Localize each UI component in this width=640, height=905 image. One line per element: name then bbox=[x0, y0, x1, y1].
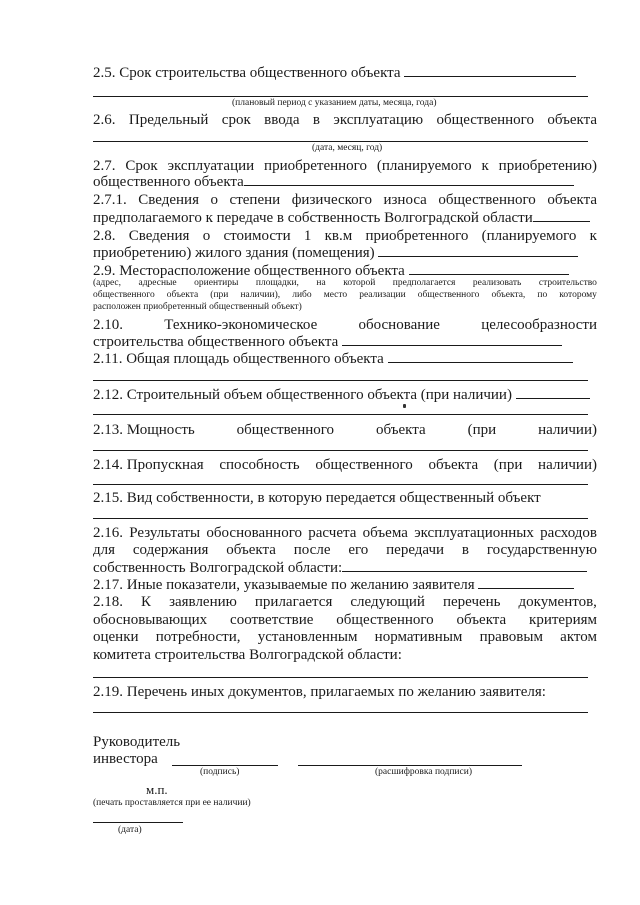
word: обоснование bbox=[358, 317, 440, 333]
word: в bbox=[312, 112, 321, 128]
word: износа bbox=[383, 192, 427, 208]
word: обоснованного bbox=[206, 525, 302, 541]
word: которому bbox=[559, 290, 597, 300]
item-2-18-line-4: комитета строительства Волгоградской области: bbox=[93, 647, 402, 663]
word: объекта bbox=[456, 612, 507, 628]
word: срок bbox=[221, 112, 251, 128]
word: К bbox=[141, 594, 152, 610]
word: обосновывающих bbox=[93, 612, 208, 628]
item-2-12-label: 2.12. Строительный объем общественного объекта (при наличии) bbox=[93, 387, 512, 403]
item-2-10-line-2 bbox=[93, 333, 562, 351]
word: объекта bbox=[428, 457, 479, 473]
word: передачи bbox=[386, 542, 445, 558]
word: объема bbox=[362, 525, 408, 541]
item-2-12-blank-line-2 bbox=[93, 414, 588, 415]
word: объекта bbox=[166, 290, 199, 300]
stamp-hint: (печать проставляется при ее наличии) bbox=[93, 798, 251, 808]
word: общественного bbox=[315, 457, 413, 473]
word: стоимости bbox=[223, 228, 291, 244]
item-2-5 bbox=[93, 64, 576, 82]
word: (планируемого bbox=[481, 228, 577, 244]
word: адресные bbox=[138, 278, 177, 288]
word: ввода bbox=[264, 112, 300, 128]
word: Срок bbox=[125, 158, 158, 174]
signature-hint: (подпись) bbox=[200, 767, 240, 777]
word: эксплуатационных bbox=[414, 525, 534, 541]
word: потребности, bbox=[155, 629, 241, 645]
word: 2.16. bbox=[93, 525, 123, 541]
word: предполагается bbox=[392, 278, 456, 288]
word: Сведения bbox=[128, 228, 190, 244]
word: (при bbox=[210, 290, 229, 300]
word: Технико-экономическое bbox=[164, 317, 318, 333]
word: которой bbox=[343, 278, 376, 288]
word: (адрес, bbox=[93, 278, 122, 288]
signatory-title-line-1: Руководитель bbox=[93, 734, 181, 750]
word: расчета bbox=[308, 525, 357, 541]
word: Результаты bbox=[129, 525, 201, 541]
item-2-16-blank bbox=[342, 571, 587, 572]
word: объекта, bbox=[491, 290, 526, 300]
word: 2.10. bbox=[93, 317, 123, 333]
item-2-7-1-line-2 bbox=[93, 209, 590, 227]
word: общественного bbox=[236, 422, 335, 438]
item-2-9-blank bbox=[409, 274, 569, 275]
item-2-9-label: 2.9. Месторасположение общественного объекта bbox=[93, 263, 405, 279]
word: общественного bbox=[438, 192, 536, 208]
word: установленным bbox=[257, 629, 358, 645]
item-2-12-blank bbox=[516, 398, 590, 399]
item-2-10-line-2-text: строительства общественного объекта bbox=[93, 334, 339, 350]
item-2-5-label: 2.5. Срок строительства общественного объекта bbox=[93, 65, 401, 81]
word: Сведения bbox=[138, 192, 199, 208]
word: площадки, bbox=[255, 278, 299, 288]
item-2-16-line-2 bbox=[93, 541, 597, 559]
word: 2.14. Пропускная bbox=[93, 457, 204, 473]
item-2-9-hint-line-2 bbox=[93, 290, 597, 301]
item-2-11-label: 2.11. Общая площадь общественного объекта bbox=[93, 351, 384, 367]
word: (при bbox=[467, 422, 497, 438]
item-2-10-blank bbox=[342, 345, 562, 346]
item-2-15-blank bbox=[93, 518, 588, 519]
word: строительство bbox=[538, 278, 597, 288]
word: приобретению) bbox=[498, 158, 597, 174]
word: объекта bbox=[547, 112, 597, 128]
word: оценки bbox=[93, 629, 139, 645]
item-2-18-line-3 bbox=[93, 628, 597, 646]
item-2-6-hint: (дата, месяц, год) bbox=[312, 143, 383, 153]
date-hint: (дата) bbox=[118, 825, 142, 835]
item-2-5-blank bbox=[404, 76, 576, 77]
word: к bbox=[481, 158, 489, 174]
word: место bbox=[323, 290, 348, 300]
word: (при bbox=[493, 457, 523, 473]
word: документов, bbox=[518, 594, 597, 610]
word: объекта bbox=[547, 192, 597, 208]
word: способность bbox=[219, 457, 300, 473]
item-2-7-1 bbox=[93, 191, 597, 209]
item-2-18-line-2 bbox=[93, 611, 597, 629]
item-2-13 bbox=[93, 421, 597, 439]
word: после bbox=[293, 542, 331, 558]
word: приобретенного bbox=[365, 228, 469, 244]
item-2-7-line-2 bbox=[93, 173, 574, 191]
word: 1 bbox=[303, 228, 312, 244]
word: ориентиры bbox=[194, 278, 239, 288]
signature-line bbox=[172, 765, 278, 766]
word: правовым bbox=[479, 629, 543, 645]
word: физического bbox=[291, 192, 372, 208]
word: заявлению bbox=[169, 594, 237, 610]
item-2-5-hint: (плановый период с указанием даты, месяца, года) bbox=[232, 98, 437, 108]
item-2-18-blank bbox=[93, 677, 588, 678]
word: наличии), bbox=[240, 290, 281, 300]
word: объекта bbox=[375, 422, 426, 438]
word: общественного bbox=[93, 290, 155, 300]
word: наличии) bbox=[538, 422, 597, 438]
item-2-14-blank bbox=[93, 484, 588, 485]
word: 2.8. bbox=[93, 228, 116, 244]
word: эксплуатации bbox=[167, 158, 255, 174]
item-2-17-blank bbox=[478, 588, 574, 589]
word: государственную bbox=[486, 542, 597, 558]
item-2-17 bbox=[93, 576, 574, 594]
item-2-6-blank bbox=[93, 141, 588, 142]
item-2-16-line-3-text: собственность Волгоградской области: bbox=[93, 560, 343, 576]
item-2-11 bbox=[93, 350, 573, 368]
word: эксплуатацию bbox=[333, 112, 424, 128]
signature-decode-line bbox=[298, 765, 522, 766]
item-2-7-line-2-text: общественного объекта bbox=[93, 174, 244, 190]
word: расходов bbox=[540, 525, 597, 541]
word: (планируемого bbox=[376, 158, 472, 174]
word: перечень bbox=[442, 594, 501, 610]
item-2-19: 2.19. Перечень иных документов, прилагаемых по желанию заявителя: bbox=[93, 684, 546, 700]
item-2-7-blank bbox=[244, 185, 574, 186]
word: общественного bbox=[336, 612, 434, 628]
item-2-11-blank-line-2 bbox=[93, 380, 588, 381]
word: общественного bbox=[417, 290, 480, 300]
item-2-8-line-2-text: приобретению) жилого здания (помещения) bbox=[93, 245, 375, 261]
word: 2.7. bbox=[93, 158, 116, 174]
word: наличии) bbox=[538, 457, 597, 473]
item-2-16-line-1 bbox=[93, 524, 597, 542]
item-2-15: 2.15. Вид собственности, в которую передается общественный объект bbox=[93, 490, 541, 506]
item-2-5-blank-line-2 bbox=[93, 96, 588, 97]
signature-decode-hint: (расшифровка подписи) bbox=[375, 767, 472, 777]
word: на bbox=[316, 278, 326, 288]
item-2-16-line-3 bbox=[93, 559, 587, 577]
word: его bbox=[348, 542, 369, 558]
word: либо bbox=[292, 290, 312, 300]
word: 2.6. bbox=[93, 112, 116, 128]
item-2-17-label: 2.17. Иные показатели, указываемые по желанию заявителя bbox=[93, 577, 475, 593]
word: Предельный bbox=[128, 112, 209, 128]
word: степени bbox=[229, 192, 281, 208]
word: прилагается bbox=[254, 594, 333, 610]
item-2-9-hint-line-3: расположен приобретенный общественный объект) bbox=[93, 302, 302, 312]
item-2-8-blank bbox=[378, 256, 578, 257]
scan-speck bbox=[403, 404, 406, 408]
item-2-8 bbox=[93, 227, 597, 245]
item-2-7-1-blank bbox=[533, 221, 590, 222]
word: о bbox=[210, 192, 219, 208]
item-2-7-1-line-2-text: предполагаемого к передаче в собственность Волгоградской области bbox=[93, 210, 533, 226]
word: реализации bbox=[359, 290, 406, 300]
signatory-title-line-2: инвестора bbox=[93, 751, 158, 767]
item-2-18-line-1 bbox=[93, 593, 597, 611]
word: кв.м bbox=[324, 228, 353, 244]
date-line bbox=[93, 822, 183, 823]
stamp-place: м.п. bbox=[146, 782, 168, 797]
word: приобретенного bbox=[264, 158, 367, 174]
word: следующий bbox=[350, 594, 425, 610]
word: реализовать bbox=[472, 278, 522, 288]
item-2-11-blank bbox=[388, 362, 573, 363]
word: целесообразности bbox=[481, 317, 597, 333]
item-2-12 bbox=[93, 386, 590, 404]
word: 2.18. bbox=[93, 594, 123, 610]
item-2-19-blank bbox=[93, 712, 588, 713]
word: 2.13. Мощность bbox=[93, 422, 195, 438]
word: соответствие bbox=[230, 612, 314, 628]
word: в bbox=[461, 542, 469, 558]
word: содержания bbox=[132, 542, 209, 558]
word: актом bbox=[560, 629, 597, 645]
word: к bbox=[589, 228, 597, 244]
word: критериям bbox=[529, 612, 597, 628]
item-2-14 bbox=[93, 456, 597, 474]
item-2-9-hint-line-1 bbox=[93, 278, 597, 289]
word: нормативным bbox=[374, 629, 463, 645]
item-2-6 bbox=[93, 111, 597, 129]
word: общественного bbox=[436, 112, 534, 128]
word: 2.7.1. bbox=[93, 192, 127, 208]
item-2-8-line-2 bbox=[93, 244, 578, 262]
word: по bbox=[537, 290, 548, 300]
item-2-10 bbox=[93, 316, 597, 334]
word: о bbox=[202, 228, 211, 244]
word: объекта bbox=[226, 542, 276, 558]
word: для bbox=[93, 542, 116, 558]
item-2-13-blank bbox=[93, 450, 588, 451]
